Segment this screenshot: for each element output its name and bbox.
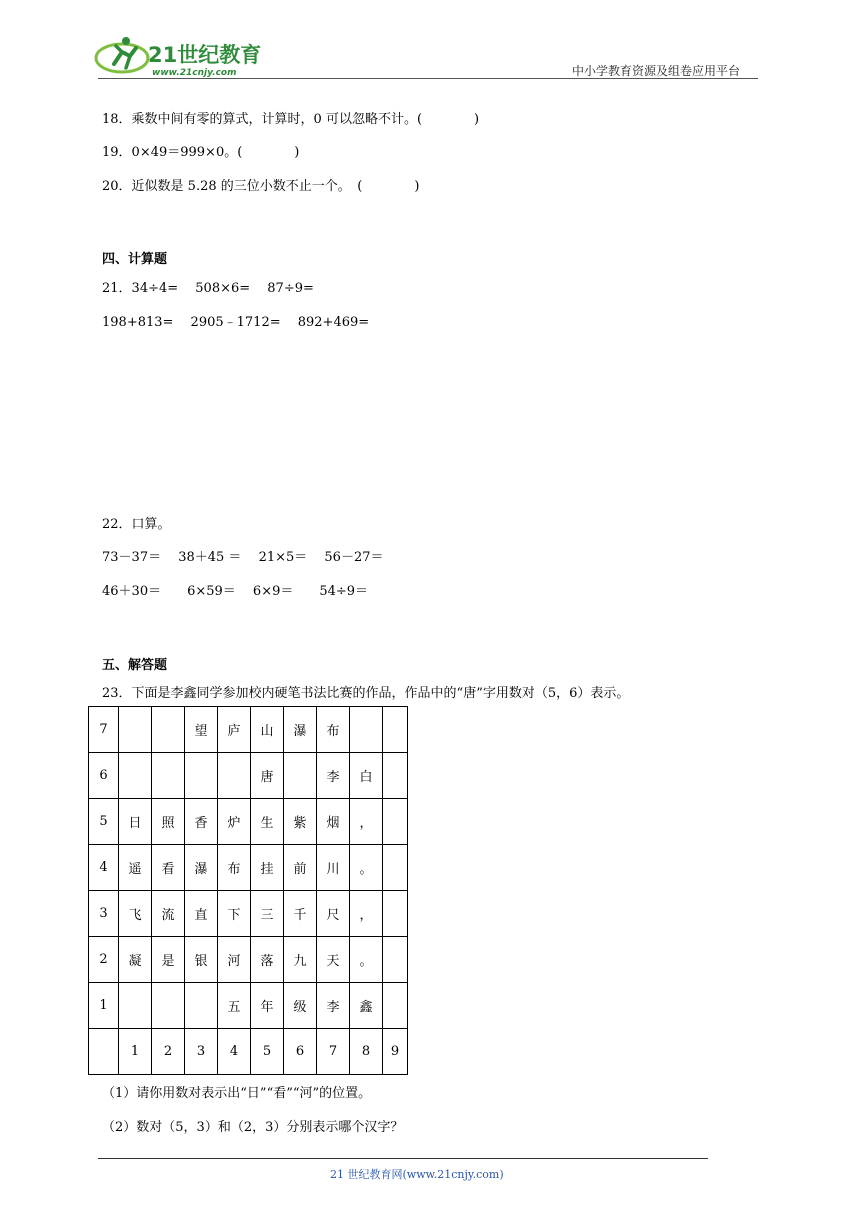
grid-row <box>89 707 408 753</box>
row-label: 3 <box>89 891 119 937</box>
row-label: 1 <box>89 983 119 1029</box>
question-21-line-1: 21．34÷4= 508×6= 87÷9= <box>102 281 314 296</box>
grid-cell: 鑫 <box>350 983 383 1029</box>
grid-cell: 布 <box>218 845 251 891</box>
question-23: 23．下面是李鑫同学参加校内硬笔书法比赛的作品，作品中的“唐”字用数对（5，6）表示。 <box>102 686 630 701</box>
grid-cell <box>119 983 152 1029</box>
grid-cell <box>383 845 408 891</box>
grid-cell: 李 <box>317 753 350 799</box>
logo-text: 21世纪教育 <box>148 43 262 67</box>
grid-cell: 生 <box>251 799 284 845</box>
grid-cell <box>383 891 408 937</box>
header-tagline: 中小学教育资源及组卷应用平台 <box>572 64 741 78</box>
row-label: 4 <box>89 845 119 891</box>
grid-cell <box>383 707 408 753</box>
grid-cell <box>350 707 383 753</box>
grid-cell: 河 <box>218 937 251 983</box>
column-label: 2 <box>152 1029 185 1075</box>
grid-cell <box>119 707 152 753</box>
column-label: 6 <box>284 1029 317 1075</box>
site-logo <box>92 34 262 78</box>
grid-cell: 银 <box>185 937 218 983</box>
grid-cell: 年 <box>251 983 284 1029</box>
grid-cell: 山 <box>251 707 284 753</box>
grid-cell: 日 <box>119 799 152 845</box>
grid-cell: 白 <box>350 753 383 799</box>
grid-cell: 紫 <box>284 799 317 845</box>
grid-cell: 尺 <box>317 891 350 937</box>
logo-url: www.21cnjy.com <box>152 68 237 78</box>
grid-cell <box>152 707 185 753</box>
grid-row <box>89 937 408 983</box>
grid-cell: 遥 <box>119 845 152 891</box>
column-label: 8 <box>350 1029 383 1075</box>
grid-cell: 下 <box>218 891 251 937</box>
grid-cell: 前 <box>284 845 317 891</box>
column-label: 7 <box>317 1029 350 1075</box>
column-label: 1 <box>119 1029 152 1075</box>
column-label: 9 <box>383 1029 408 1075</box>
grid-cell <box>383 799 408 845</box>
grid-cell: 级 <box>284 983 317 1029</box>
grid-cell: 九 <box>284 937 317 983</box>
grid-cell: 凝 <box>119 937 152 983</box>
question-22-line-1: 73－37＝ 38＋45 ＝ 21×5＝ 56－27＝ <box>102 550 384 565</box>
grid-cell <box>383 753 408 799</box>
grid-cell <box>152 983 185 1029</box>
poem-grid <box>88 706 408 1075</box>
column-label: 3 <box>185 1029 218 1075</box>
grid-cell: ， <box>350 891 383 937</box>
grid-cell <box>218 753 251 799</box>
grid-cell: 庐 <box>218 707 251 753</box>
grid-corner-cell <box>89 1029 119 1075</box>
runner-logo-icon <box>92 34 262 78</box>
section-4-title: 四、计算题 <box>102 252 168 267</box>
section-5-title: 五、解答题 <box>102 658 168 673</box>
row-label: 6 <box>89 753 119 799</box>
grid-cell: 直 <box>185 891 218 937</box>
question-21-line-2: 198+813= 2905﹣1712= 892+469= <box>102 315 370 330</box>
grid-row <box>89 753 408 799</box>
question-20: 20．近似数是 5.28 的三位小数不止一个。 ( ) <box>102 179 420 194</box>
grid-cell: 五 <box>218 983 251 1029</box>
grid-cell: 。 <box>350 937 383 983</box>
grid-cell <box>185 753 218 799</box>
grid-cell: 天 <box>317 937 350 983</box>
grid-cell: 瀑 <box>284 707 317 753</box>
column-label: 4 <box>218 1029 251 1075</box>
grid-cell <box>284 753 317 799</box>
grid-cell <box>383 937 408 983</box>
row-label: 2 <box>89 937 119 983</box>
grid-row <box>89 891 408 937</box>
question-19: 19．0×49＝999×0。( ) <box>102 145 300 160</box>
grid-cell: 。 <box>350 845 383 891</box>
grid-cell <box>185 983 218 1029</box>
grid-cell: 布 <box>317 707 350 753</box>
grid-cell: 李 <box>317 983 350 1029</box>
grid-cell: 流 <box>152 891 185 937</box>
row-label: 5 <box>89 799 119 845</box>
grid-cell <box>383 983 408 1029</box>
grid-cell: 三 <box>251 891 284 937</box>
grid-cell: 炉 <box>218 799 251 845</box>
grid-cell <box>152 753 185 799</box>
question-23-sub-2: （2）数对（5，3）和（2，3）分别表示哪个汉字？ <box>102 1120 404 1135</box>
question-22-line-2: 46＋30＝ 6×59＝ 6×9＝ 54÷9＝ <box>102 584 369 599</box>
grid-row <box>89 799 408 845</box>
row-label: 7 <box>89 707 119 753</box>
grid-cell: 看 <box>152 845 185 891</box>
grid-cell <box>119 753 152 799</box>
grid-cell: ， <box>350 799 383 845</box>
grid-cell: 挂 <box>251 845 284 891</box>
footer-link[interactable]: 21 世纪教育网(www.21cnjy.com) <box>330 1168 504 1181</box>
grid-column-labels <box>89 1029 408 1075</box>
grid-cell: 是 <box>152 937 185 983</box>
grid-cell: 瀑 <box>185 845 218 891</box>
grid-row <box>89 845 408 891</box>
grid-cell: 照 <box>152 799 185 845</box>
grid-cell: 望 <box>185 707 218 753</box>
grid-cell: 香 <box>185 799 218 845</box>
grid-cell: 千 <box>284 891 317 937</box>
grid-cell: 落 <box>251 937 284 983</box>
footer-divider <box>98 1158 708 1159</box>
header-divider <box>98 78 758 79</box>
grid-cell: 唐 <box>251 753 284 799</box>
question-23-sub-1: （1）请你用数对表示出“日”“看”“河”的位置。 <box>102 1086 372 1101</box>
grid-row <box>89 983 408 1029</box>
grid-cell: 川 <box>317 845 350 891</box>
grid-cell: 烟 <box>317 799 350 845</box>
question-18: 18．乘数中间有零的算式，计算时，0 可以忽略不计。( ) <box>102 112 480 127</box>
grid-cell: 飞 <box>119 891 152 937</box>
column-label: 5 <box>251 1029 284 1075</box>
question-22-title: 22．口算。 <box>102 517 171 532</box>
